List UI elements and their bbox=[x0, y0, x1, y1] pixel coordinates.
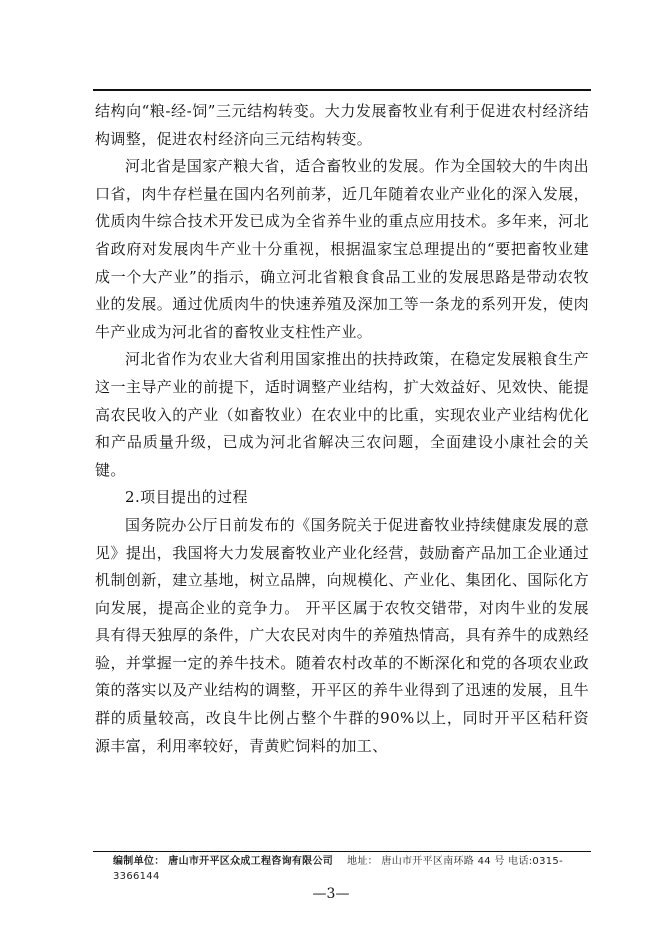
paragraph-agriculture-policy: 河北省作为农业大省利用国家推出的扶持政策，在稳定发展粮食生产这一主导产业的前提下，适时调整产业结构，扩大效益好、见效快、能提高农民收入的产业（如畜牧业）在农业中的比重，实现农业产业结构优化和产品质量升级，已成为河北省解决三农问题，全面建设小康社会的关键。 bbox=[95, 350, 589, 479]
footer-rule bbox=[93, 851, 591, 852]
footer-address: 地址： 唐山市开平区南环路 44 号 电话:0315-3366144 bbox=[113, 856, 563, 882]
document-body bbox=[95, 98, 589, 760]
paragraph-hebei-beef: 河北省是国家产粮大省，适合畜牧业的发展。作为全国较大的牛肉出口省，肉牛存栏量在国内名列前茅，近几年随着农业产业化的深入发展，优质肉牛综合技术开发已成为全省养牛业的重点应用技术。多年来，河北省政府对发展肉牛产业十分重视，根据温家宝总理提出的“要把畜牧业建成一个大产业”的指示，确立河北省粮食食品工业的发展思路是带动农牧业的发展。通过优质肉牛的快速养殖及深加工等一条龙的系列开发，使肉牛产业成为河北省的畜牧业支柱性产业。 bbox=[95, 157, 589, 341]
footer-unit: 编制单位： 唐山市开平区众成工程咨询有限公司 bbox=[113, 856, 334, 867]
section-heading: 2.项目提出的过程 bbox=[125, 488, 248, 507]
paragraph-project-origin: 国务院办公厅日前发布的《国务院关于促进畜牧业持续健康发展的意见》提出，我国将大力发展畜牧业产业化经营，鼓励畜产品加工企业通过机制创新，建立基地，树立品牌，向规模化、产业化、集团化、国际化方向发展，提高企业的竞争力。 开平区属于农牧交错带，对肉牛业的发展具有得天独厚的条件，广大农民对肉牛的养殖热情高，具有养牛的成熟经验，并掌握一定的养牛技术。随着农村改革的不断深化和党的各项农业政策的落实以及产业结构的调整，开平区的养牛业得到了迅速的发展，且牛群的质量较高，改良牛比例占整个牛群的90%以上，同时开平区秸秆资源丰富，利用率较好，青黄贮饲料的加工、 bbox=[95, 515, 589, 755]
footer bbox=[113, 854, 583, 884]
paragraph-continuation: 结构向“粮-经-饲”三元结构转变。大力发展畜牧业有利于促进农村经济结构调整，促进农村经济向三元结构转变。 bbox=[95, 102, 589, 148]
page-number: —3— bbox=[312, 886, 350, 902]
header-rule bbox=[93, 89, 591, 91]
